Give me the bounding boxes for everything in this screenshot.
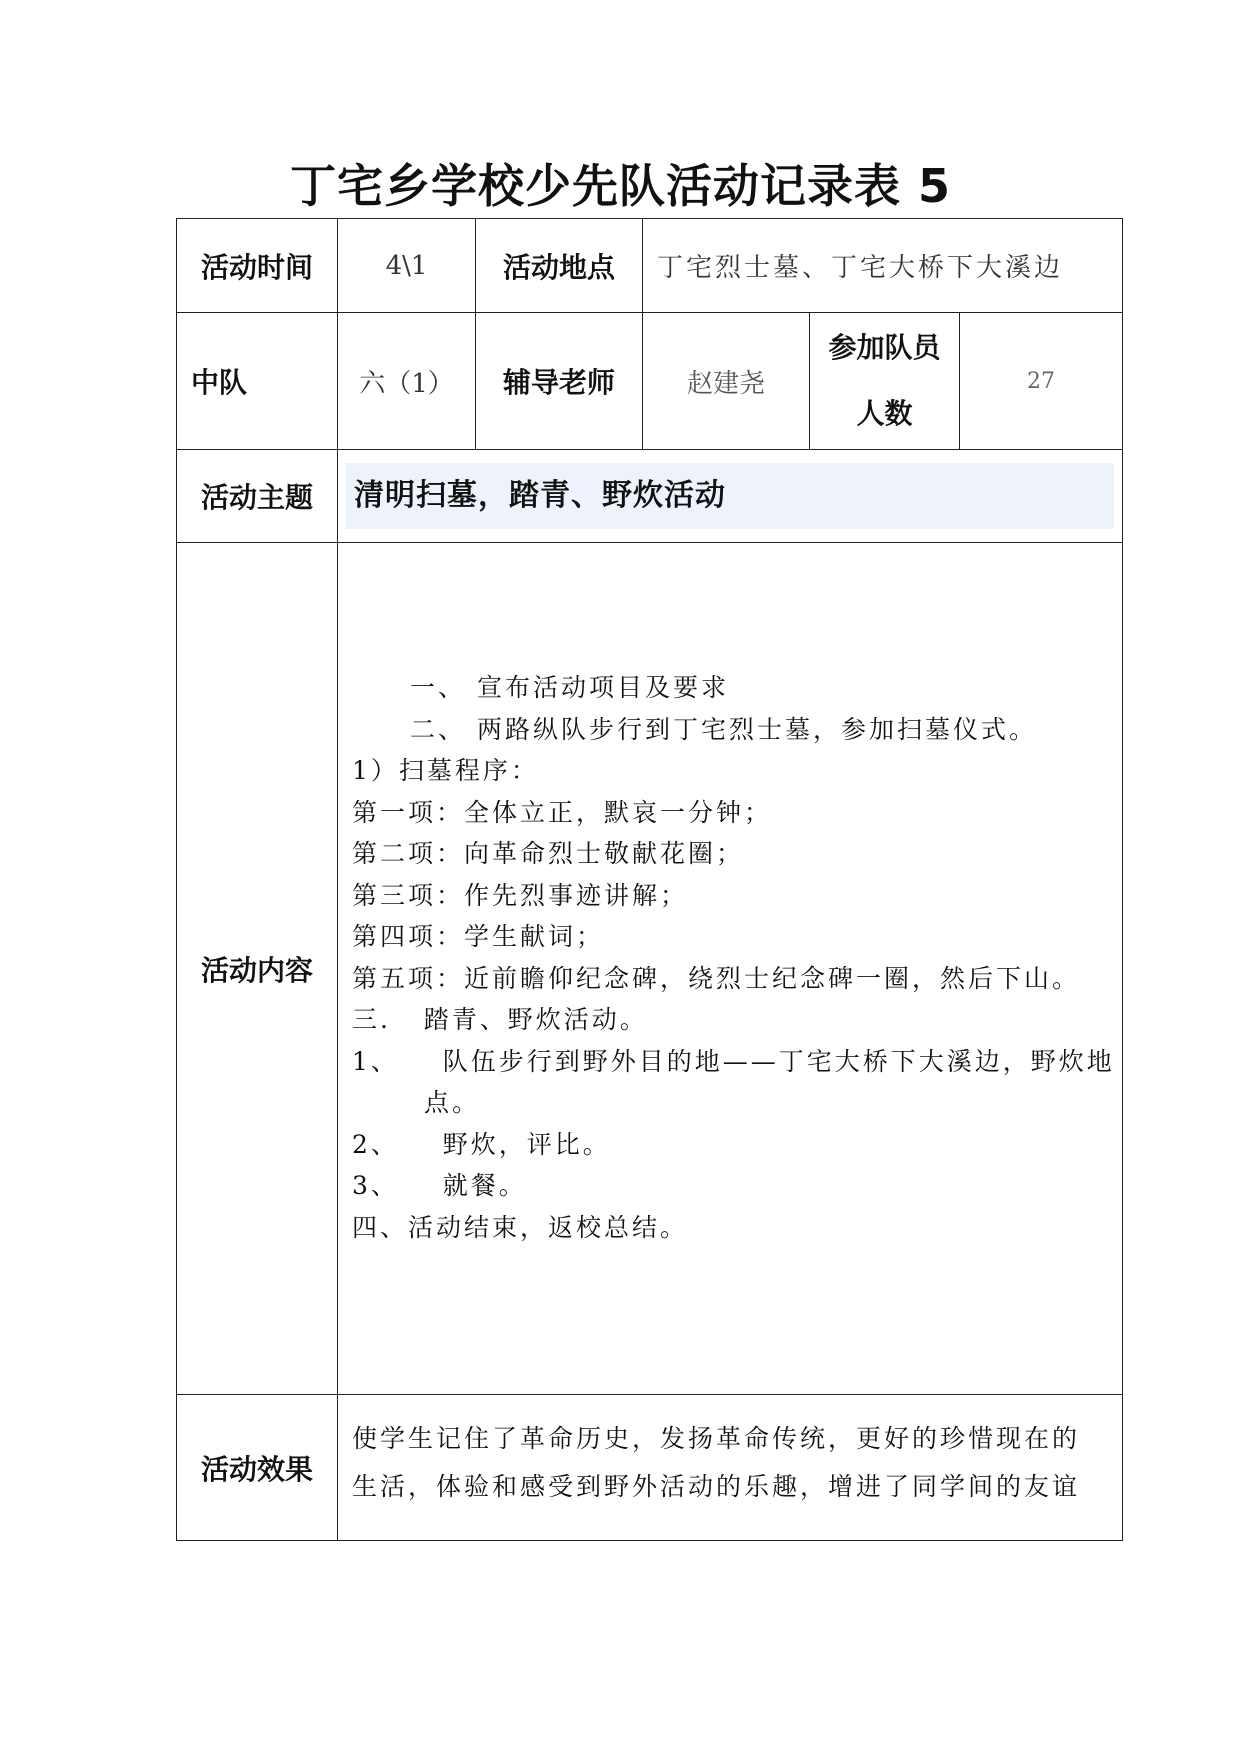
content-body (338, 543, 1123, 1395)
teacher-label: 辅导老师 (476, 313, 643, 450)
content-line: 1）扫墓程序： (352, 756, 539, 785)
content-label: 活动内容 (177, 543, 338, 1395)
content-line: 1、 队伍步行到野外目的地——丁宅大桥下大溪边，野炊地 (352, 1046, 1115, 1076)
effect-line: 使学生记住了革命历史，发扬革命传统，更好的珍惜现在的 (352, 1424, 1081, 1453)
content-line: 第五项：近前瞻仰纪念碑，绕烈士纪念碑一圈，然后下山。 (352, 963, 1081, 993)
content-line: 四、活动结束，返校总结。 (352, 1212, 689, 1242)
row-squad (177, 313, 1123, 450)
page-title: 丁宅乡学校少先队活动记录表 5 (289, 159, 952, 213)
member-count-value: 27 (960, 313, 1123, 450)
content-line: 三. 踏青、野炊活动。 (352, 1005, 648, 1034)
effect-label: 活动效果 (177, 1395, 338, 1541)
squad-label: 中队 (177, 313, 338, 450)
content-line: 一、 宣布活动项目及要求 (410, 673, 729, 702)
effect-body (338, 1395, 1123, 1541)
theme-value: 清明扫墓，踏青、野炊活动 (346, 463, 1114, 529)
activity-record-table (176, 218, 1123, 1541)
row-effect (177, 1395, 1123, 1541)
content-line: 二、 两路纵队步行到丁宅烈士墓，参加扫墓仪式。 (410, 714, 1037, 744)
content-line: 2、 野炊，评比。 (352, 1129, 611, 1159)
member-count-label-line2: 人数 (856, 397, 913, 430)
content-line: 3、 就餐。 (352, 1171, 527, 1200)
row-time-place (177, 219, 1123, 313)
content-line: 第三项：作先烈事迹讲解； (352, 880, 689, 910)
content-line: 第四项：学生献词； (352, 922, 605, 951)
content-line: 第一项：全体立正，默哀一分钟； (352, 797, 773, 827)
time-value: 4\1 (338, 219, 476, 313)
time-label: 活动时间 (177, 219, 338, 313)
row-content (177, 543, 1123, 1395)
theme-cell (338, 450, 1123, 543)
place-value: 丁宅烈士墓、丁宅大桥下大溪边 (643, 219, 1123, 313)
theme-label: 活动主题 (177, 450, 338, 543)
member-count-label (810, 313, 960, 450)
place-label: 活动地点 (476, 219, 643, 313)
teacher-value: 赵建尧 (643, 313, 810, 450)
content-line: 第二项：向革命烈士敬献花圈； (352, 839, 745, 868)
row-theme (177, 450, 1123, 543)
squad-value: 六（1） (338, 313, 476, 450)
content-line: 点。 (424, 1088, 481, 1117)
effect-line: 生活，体验和感受到野外活动的乐趣，增进了同学间的友谊 (352, 1472, 1081, 1501)
member-count-label-line1: 参加队员 (828, 331, 941, 364)
